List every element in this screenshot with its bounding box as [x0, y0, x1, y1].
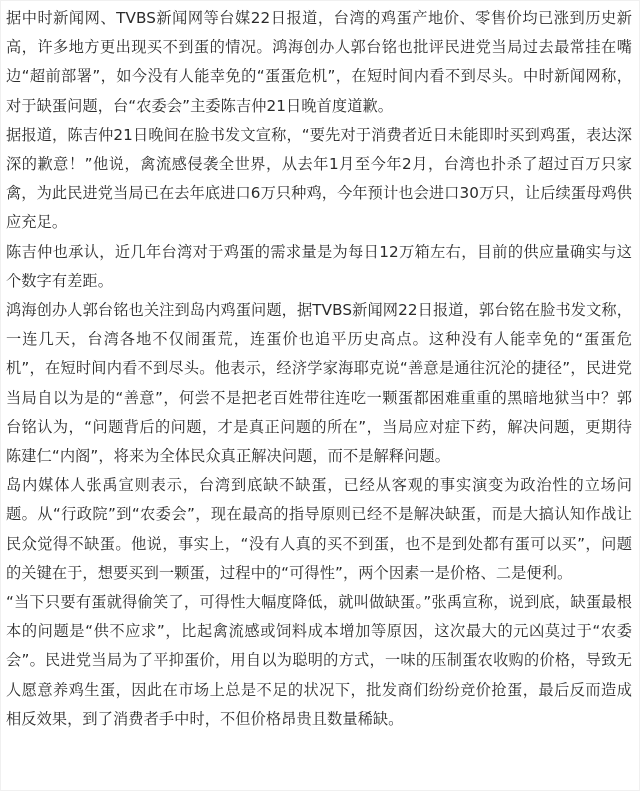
article-paragraph-6: “当下只要有蛋就得偷笑了，可得性大幅度降低，就叫做缺蛋。”张禹宣称，说到底，缺蛋最根本的问题是“供不应求”，比起禽流感或饲料成本增加等原因，这次最大的元凶莫过于“农委会”。民进党当局为了平抑蛋价，用自以为聪明的方式，一味的压制蛋农收购的价格，导致无人愿意养鸡生蛋，因此在市场上总是不足的状况下，批发商们纷纷竞价抢蛋，最后反而造成相反效果，到了消费者手中时，不但价格昂贵且数量稀缺。 [6, 593, 632, 728]
article-paragraph-5: 岛内媒体人张禹宣则表示，台湾到底缺不缺蛋，已经从客观的事实演变为政治性的立场问题。从“行政院”到“农委会”，现在最高的指导原则已经不是解决缺蛋，而是大搞认知作战让民众觉得不缺蛋。他说，事实上，“没有人真的买不到蛋，也不是到处都有蛋可以买”，问题的关键在于，想要买到一颗蛋，过程中的“可得性”，两个因素一是价格、二是便利。 [6, 476, 632, 582]
article-paragraph-1: 据中时新闻网、TVBS新闻网等台媒22日报道，台湾的鸡蛋产地价、零售价均已涨到历史新高，许多地方更出现买不到蛋的情况。鸿海创办人郭台铭也批评民进党当局过去最常挂在嘴边“超前部署”，如今没有人能幸免的“蛋蛋危机”，在短时间内看不到尽头。中时新闻网称，对于缺蛋问题，台“农委会”主委陈吉仲21日晚首度道歉。 [6, 9, 632, 115]
article-paragraph-2: 据报道，陈吉仲21日晚间在脸书发文宣称，“要先对于消费者近日未能即时买到鸡蛋，表达深深的歉意！”他说，禽流感侵袭全世界，从去年1月至今年2月，台湾也扑杀了超过百万只家禽，为此民进党当局已在去年底进口6万只种鸡，今年预计也会进口30万只，让后续蛋母鸡供应充足。 [6, 125, 632, 232]
article-body [6, 4, 632, 734]
article-paragraph-3: 陈吉仲也承认，近几年台湾对于鸡蛋的需求量是为每日12万箱左右，目前的供应量确实与这个数字有差距。 [6, 242, 632, 290]
article-paragraph-4: 鸿海创办人郭台铭也关注到岛内鸡蛋问题，据TVBS新闻网22日报道，郭台铭在脸书发文称，一连几天，台湾各地不仅闹蛋荒，连蛋价也追平历史高点。这种没有人能幸免的“蛋蛋危机”，在短时间内看不到尽头。他表示，经济学家海耶克说“善意是通往沉沦的捷径”，民进党当局自以为是的“善意”，何尝不是把老百姓带往连吃一颗蛋都困难重重的黑暗地狱当中？郭台铭认为，“问题背后的问题，才是真正问题的所在”，当局应对症下药，解决问题，更期待陈建仁“内阁”，将来为全体民众真正解决问题，而不是解释问题。 [6, 301, 632, 466]
